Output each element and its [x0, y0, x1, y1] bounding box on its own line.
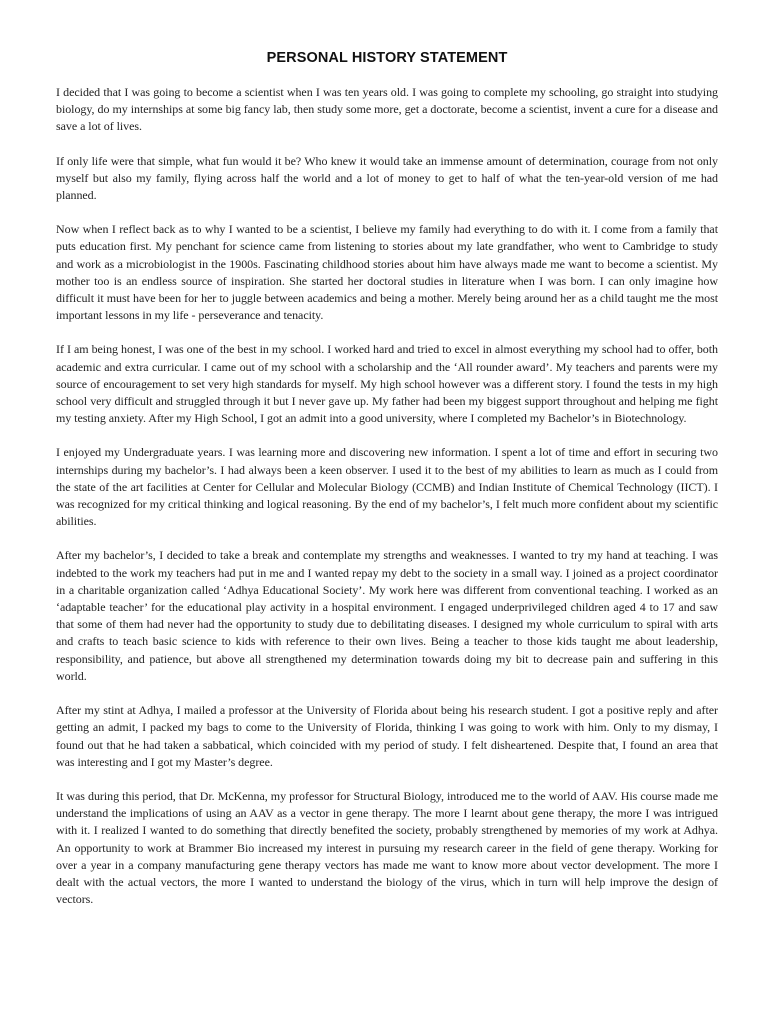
paragraph-7: After my stint at Adhya, I mailed a professor at the University of Florida about being his research student. I got a positive reply and after getting an admit, I packed my bags to come to the University of Florida, thinking I was going to work with him. Only to my dismay, I found out that he had taken a sabbatical, which coincided with my period of study. I felt disheartened. Despite that, I found an area that was interesting and I got my Master’s degree. [56, 703, 718, 769]
paragraph-5: I enjoyed my Undergraduate years. I was learning more and discovering new information. I spent a lot of time and effort in securing two internships during my bachelor’s. I had always been a keen observer. I used it to the best of my abilities to learn as much as I could from the state of the art facilities at Center for Cellular and Molecular Biology (CCMB) and Indian Institute of Chemical Technology (IICT). I was recognized for my critical thinking and logical reasoning. By the end of my bachelor’s, I felt much more confident about my scientific abilities. [56, 445, 718, 529]
paragraph-4: If I am being honest, I was one of the best in my school. I worked hard and tried to excel in almost everything my school had to offer, both academic and extra curricular. I came out of my school with a scholarship and the ‘All rounder award’. My teachers and parents were my source of encouragement to set very high standards for myself. My high school however was a different story. I found the tests in my high school very difficult and struggled through it but I never gave up. My father had been my biggest support throughout and helping me fight my testing anxiety. After my High School, I got an admit into a good university, where I completed my Bachelor’s in Biotechnology. [56, 342, 718, 426]
document-title: PERSONAL HISTORY STATEMENT [266, 50, 508, 66]
paragraph-6: After my bachelor’s, I decided to take a break and contemplate my strengths and weaknesses. I wanted to try my hand at teaching. I was indebted to the work my teachers had put in me and I wanted repay my debt to the society in a small way. I joined as a project coordinator in a charitable organization called ‘Adhya Educational Society’. My work here was different from conventional teaching. I worked as an ‘adaptable teacher’ for the educational play activity in a hospital environment. I engaged underprivileged children aged 4 to 17 and saw that some of them had never had the opportunity to study due to debilitating diseases. I designed my whole curriculum to spiral with arts and crafts to teach basic science to kids with reference to their own lives. Being a teacher to those kids taught me about leadership, responsibility, and patience, but above all strengthened my determination towards doing my bit to decrease pain and suffering in this world. [56, 548, 718, 683]
paragraph-8: It was during this period, that Dr. McKenna, my professor for Structural Biology, introduced me to the world of AAV. His course made me understand the implications of using an AAV as a vector in gene therapy. The more I learnt about gene therapy, the more I was intrigued with it. I realized I wanted to do something that directly benefited the society, probably strengthened by memories of my work at Adhya. An opportunity to work at Brammer Bio increased my interest in pursuing my research career in the field of gene therapy. Working for over a year in a company manufacturing gene therapy vectors has made me want to know more about vector development. The more I dealt with the actual vectors, the more I wanted to understand the biology of the virus, which in turn will help improve the design of vectors. [56, 788, 718, 907]
paragraph-3: Now when I reflect back as to why I wanted to be a scientist, I believe my family had everything to do with it. I come from a family that puts education first. My penchant for science came from listening to stories about my late grandfather, who went to Cambridge to study and work as a microbiologist in the 1900s. Fascinating childhood stories about him have always made me want to become a scientist. My mother too is an endless source of inspiration. She started her doctoral studies in literature when I was born. I can only imagine how difficult it must have been for her to juggle between academics and being a mother. Merely being around her as a child taught me the most important lessons in my life - perseverance and tenacity. [56, 222, 718, 323]
paragraph-1: I decided that I was going to become a scientist when I was ten years old. I was going to complete my schooling, go straight into studying biology, do my internships at some big fancy lab, then study some more, get a doctorate, become a scientist, invent a cure for a disease and save a lot of lives. [56, 85, 718, 134]
document-page [56, 50, 718, 925]
paragraph-2: If only life were that simple, what fun would it be? Who knew it would take an immense amount of determination, courage from not only myself but also my family, flying across half the world and a lot of money to get to half of what the ten-year-old version of me had planned. [56, 153, 718, 203]
